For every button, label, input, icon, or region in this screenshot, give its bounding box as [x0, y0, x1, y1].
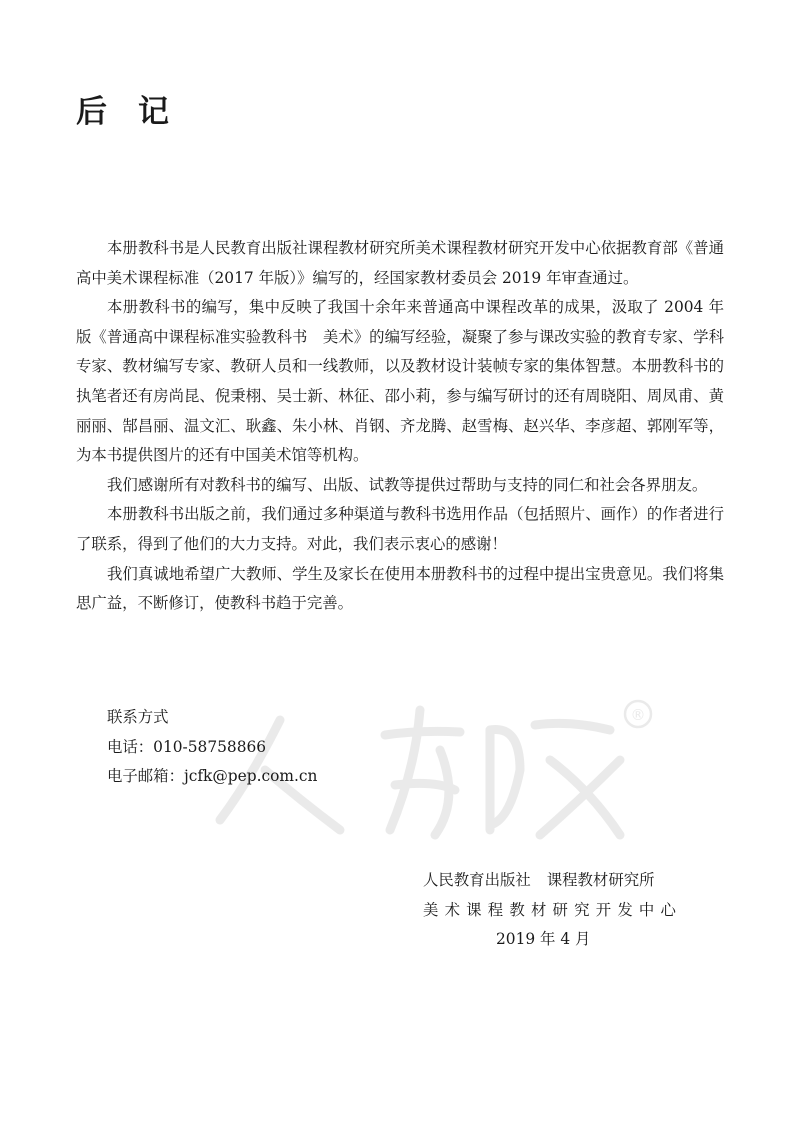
- paragraph: 本册教科书的编写，集中反映了我国十余年来普通高中课程改革的成果，汲取了 2004 年版《普通高中课程标准实验教科书 美术》的编写经验，凝聚了参与课改实验的教育专家、学科专家、教材编写专家、教研人员和一线教师，以及教材设计装帧专家的集体智慧。本册教科书的执笔者还有房尚昆、倪秉栩、吴士新、林征、邵小莉，参与编写研讨的还有周晓阳、周凤甫、黄丽丽、郜昌丽、温文汇、耿鑫、朱小林、肖钢、齐龙腾、赵雪梅、赵兴华、李彦超、郭刚军等，为本书提供图片的还有中国美术馆等机构。: [76, 298, 724, 465]
- title-char-1: 后: [76, 94, 107, 130]
- page-title: [76, 92, 169, 132]
- contact-phone: 电话：010-58758866: [107, 737, 267, 756]
- contact-heading: 联系方式: [107, 708, 169, 726]
- signature-block: [423, 866, 683, 955]
- contact-block: [107, 703, 317, 792]
- paragraph: 我们真诚地希望广大教师、学生及家长在使用本册教科书的过程中提出宝贵意见。我们将集思广益，不断修订，使教科书趋于完善。: [76, 564, 724, 613]
- body-text: [76, 234, 724, 619]
- contact-email: 电子邮箱：jcfk@pep.com.cn: [107, 767, 318, 786]
- paragraph: 本册教科书是人民教育出版社课程教材研究所美术课程教材研究开发中心依据教育部《普通高中美术课程标准（2017 年版）》编写的，经国家教材委员会 2019 年审查通过。: [76, 239, 724, 287]
- signature-org-1: 人民教育出版社: [423, 871, 531, 889]
- signature-dept: 美术课程教材研究开发中心: [423, 900, 683, 919]
- signature-date: 2019 年 4 月: [496, 930, 591, 949]
- signature-org-2: 课程教材研究所: [546, 871, 655, 889]
- paragraph: 本册教科书出版之前，我们通过多种渠道与教科书选用作品（包括照片、画作）的作者进行了联系，得到了他们的大力支持。对此，我们表示衷心的感谢！: [76, 505, 724, 553]
- paragraph: 我们感谢所有对教科书的编写、出版、试教等提供过帮助与支持的同仁和社会各界朋友。: [107, 475, 708, 494]
- registered-mark: ®: [630, 706, 646, 724]
- signature-orgs: [423, 866, 663, 896]
- title-char-2: 记: [138, 94, 169, 130]
